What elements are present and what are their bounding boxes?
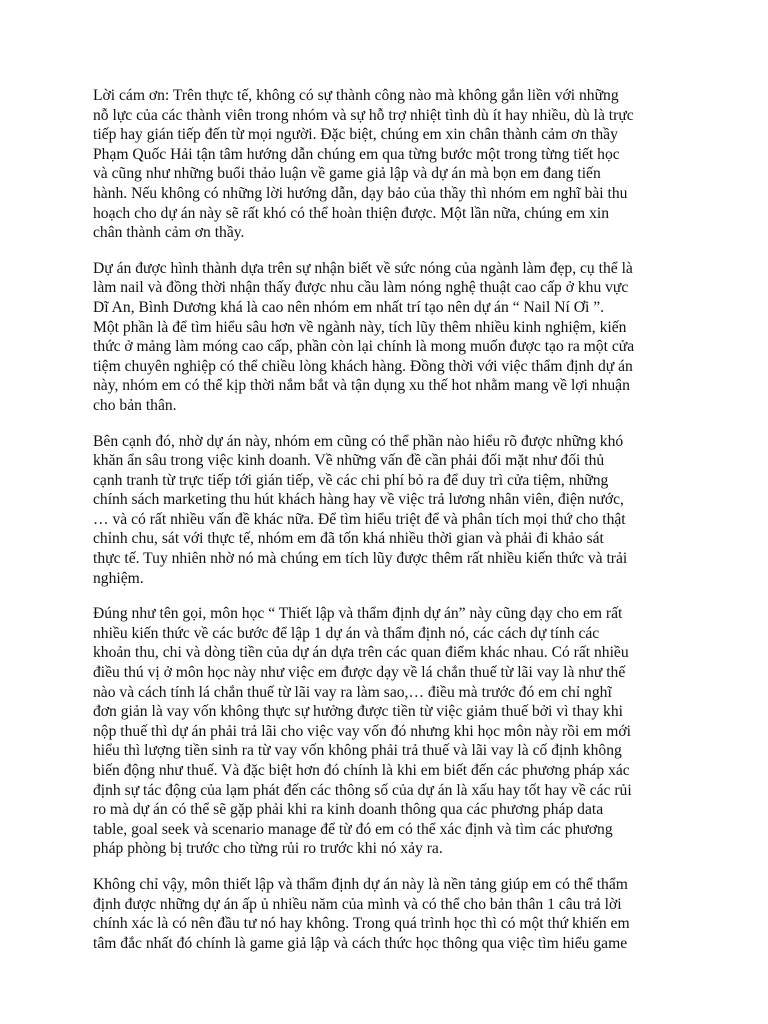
text-line: Dĩ An, Bình Dương khá là cao nên nhóm em nhất trí tạo nên dự án “ Nail Ní Ơi ”. [93, 298, 605, 316]
text-line: Dự án được hình thành dựa trên sự nhận biết về sức nóng của ngành làm đẹp, cụ thể là [93, 259, 633, 277]
text-line: biến động như thuế. Và đặc biệt hơn đó chính là khi em biết đến các phương pháp xác [93, 762, 630, 779]
text-line: Đúng như tên gọi, môn học “ Thiết lập và thẩm định dự án” này cũng dạy cho em rất [93, 605, 623, 623]
text-line: thức ở mảng làm móng cao cấp, phần còn lại chính là mong muốn được tạo ra một cửa [93, 338, 635, 356]
text-line: … và có rất nhiều vấn đề khác nữa. Để tìm hiểu triệt để và phân tích mọi thứ cho thật [93, 510, 626, 528]
text-line: hành. Nếu không có những lời hướng dẫn, dạy bảo của thầy thì nhóm em nghĩ bài thu [93, 184, 628, 202]
text-line: tâm đắc nhất đó chính là game giả lập và cách thức học thông qua việc tìm hiểu game [93, 934, 628, 952]
text-line: Lời cám ơn: Trên thực tế, không có sự thành công nào mà không gắn liền với những [93, 87, 619, 104]
text-line: table, goal seek và scenario manage để từ đó em có thể xác định và tìm các phương [93, 820, 613, 838]
text-line: nỗ lực của các thành viên trong nhóm và sự hỗ trợ nhiệt tình dù ít hay nhiều, dù là trực [93, 106, 634, 124]
text-line: và cũng như những buổi thảo luận về game giả lập và dự án mà bọn em đang tiến [93, 165, 601, 183]
text-line: nhiều kiến thức về các bước để lập 1 dự án và thẩm định nó, các cách dự tính các [93, 624, 600, 642]
text-line: khăn ẩn sâu trong việc kinh doanh. Về những vấn đề cần phải đối mặt như đối thủ [93, 452, 605, 470]
text-line: pháp phòng bị trước cho từng rủi ro trước khi nó xảy ra. [93, 840, 443, 858]
text-line: hiểu thì lượng tiền sinh ra từ vay vốn không phải trả thuế và lãi vay là cố định không [93, 742, 622, 760]
text-line: Phạm Quốc Hải tận tâm hướng dẫn chúng em qua từng bước một trong từng tiết học [93, 145, 620, 163]
text-line: cho bản thân. [93, 396, 177, 414]
text-line: làm nail và đồng thời nhận thấy được nhu cầu làm nóng nghệ thuật cao cấp ở khu vực [93, 279, 629, 297]
text-line: nghiệm. [93, 569, 144, 587]
paragraph-project-origin [93, 259, 683, 416]
text-line: hoạch cho dự án này sẽ rất khó có thể hoàn thiện được. Một lần nữa, chúng em xin [93, 204, 610, 222]
text-line: nộp thuế thì dự án phải trả lãi cho việc vay vốn đó nhưng khi học môn này rồi em mới [93, 722, 631, 740]
document-page [93, 86, 683, 969]
paragraph-business-challenges [93, 432, 683, 589]
text-line: này, nhóm em có thể kịp thời nắm bắt và tận dụng xu thế hot nhằm mang về lợi nhuận [93, 377, 630, 395]
text-line: định được những dự án ấp ủ nhiều năm của mình và có thể cho bản thân 1 câu trả lời [93, 895, 622, 913]
paragraph-course-knowledge [93, 604, 683, 859]
paragraph-course-foundation [93, 875, 683, 953]
text-line: chỉnh chu, sát với thực tế, nhóm em đã tốn khá nhiều thời gian và phải đi khảo sát [93, 530, 604, 548]
paragraph-acknowledgement [93, 86, 683, 243]
text-line: chính xác là có nên đầu tư nó hay không. Trong quá trình học thì có một thứ khiến em [93, 915, 630, 933]
text-line: tiếp hay gián tiếp đến từ mọi người. Đặc biệt, chúng em xin chân thành cảm ơn thầy [93, 126, 618, 144]
text-line: chính sách marketing thu hút khách hàng hay về việc trả lương nhân viên, điện nước, [93, 491, 624, 509]
text-line: ro mà dự án có thể sẽ gặp phải khi ra kinh doanh thông qua các phương pháp data [93, 801, 604, 819]
text-line: đơn giản là vay vốn không thực sự hưởng được tiền từ việc giảm thuế bởi vì thay khi [93, 703, 623, 721]
text-line: Không chỉ vậy, môn thiết lập và thẩm định dự án này là nền tảng giúp em có thể thẩm [93, 875, 628, 893]
text-line: thực tế. Tuy nhiên nhờ nó mà chúng em tích lũy được thêm rất nhiều kiến thức và trải [93, 550, 628, 568]
text-line: khoản thu, chi và dòng tiền của dự án dựa trên các quan điểm khác nhau. Có rất nhiều [93, 644, 629, 662]
text-line: định sự tác động của lạm phát đến các thông số của dự án là xấu hay tốt hay về các rủi [93, 781, 632, 799]
text-line: tiệm chuyên nghiệp có thể chiều lòng khách hàng. Đồng thời với việc thẩm định dự án [93, 357, 633, 375]
text-line: điều thú vị ở môn học này như việc em được dạy về lá chắn thuế từ lãi vay là như thế [93, 664, 626, 682]
text-line: Bên cạnh đó, nhờ dự án này, nhóm em cũng có thể phần nào hiểu rõ được những khó [93, 432, 624, 450]
text-line: Một phần là để tìm hiểu sâu hơn về ngành này, tích lũy thêm nhiều kinh nghiệm, kiến [93, 318, 627, 336]
text-line: cạnh tranh từ trực tiếp tới gián tiếp, về các chi phí bỏ ra để duy trì cửa tiệm, những [93, 471, 609, 489]
text-line: nào và cách tính lá chắn thuế từ lãi vay ra làm sao,… điều mà trước đó em chỉ nghĩ [93, 683, 612, 701]
text-line: chân thành cảm ơn thầy. [93, 224, 245, 242]
